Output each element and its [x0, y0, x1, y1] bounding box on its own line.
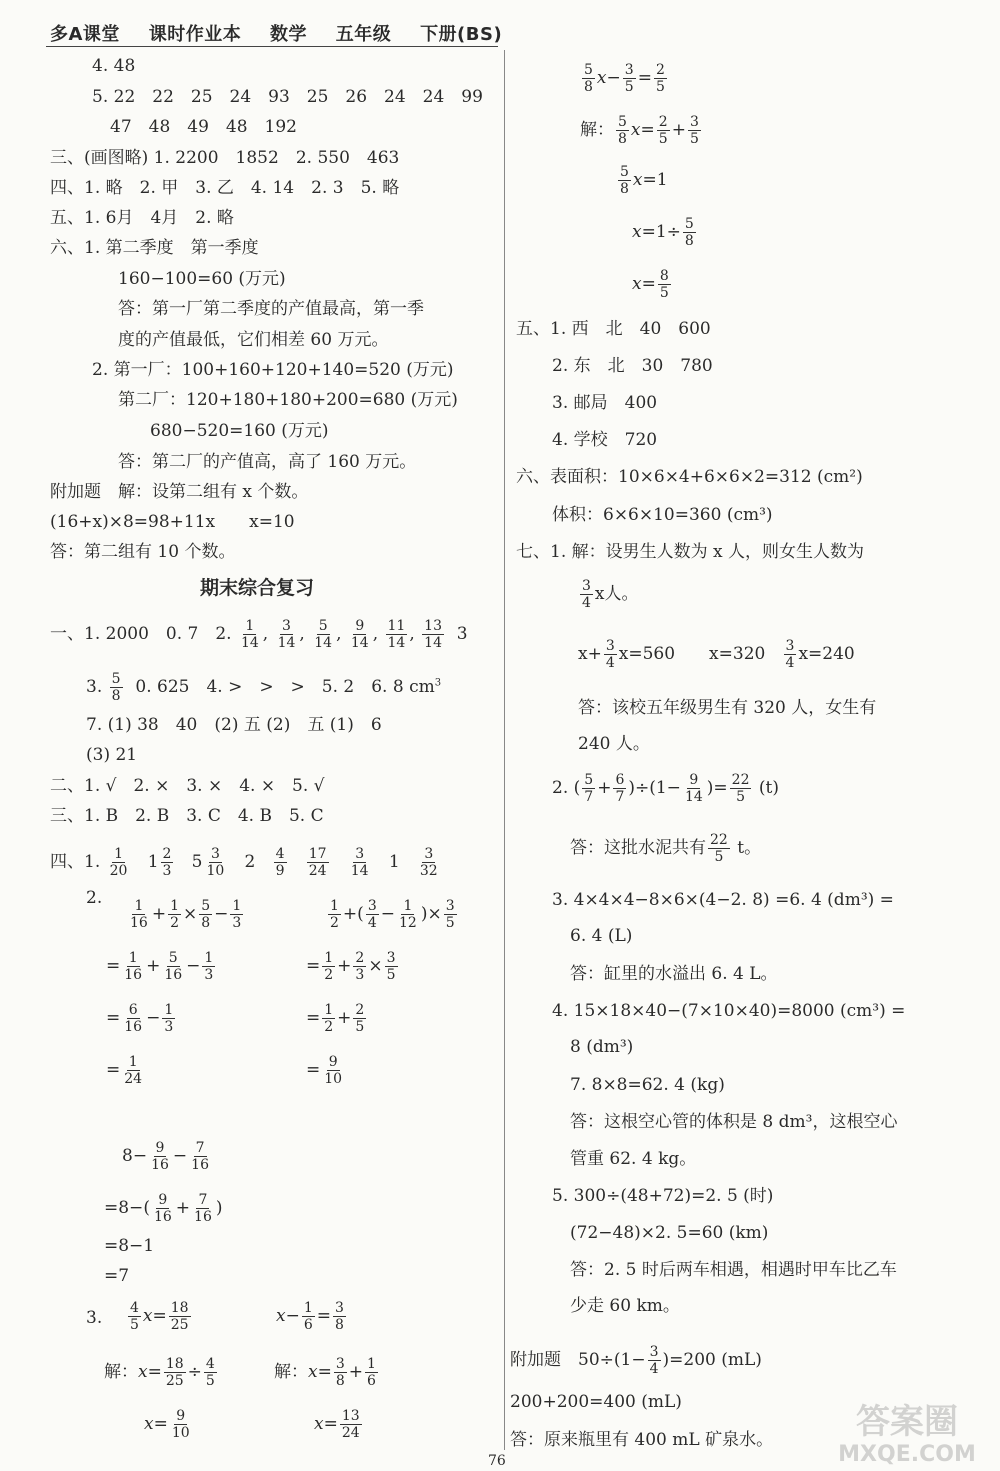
equation: =8−1 [104, 1236, 155, 1256]
answer-line: 4. 学校 720 [552, 430, 658, 450]
answer-line: 47 48 49 48 192 [110, 117, 297, 137]
answer-line: 少走 60 km。 [570, 1296, 680, 1316]
answer-line: 答：第一厂第二季度的产值最高，第一季 [118, 299, 424, 319]
equation: x= $\frac{9}{10}$ [144, 1408, 190, 1441]
equation: = $\frac{9}{10}$ [306, 1054, 343, 1087]
answer-line: 二、1. √ 2. × 3. × 4. × 5. √ [50, 776, 325, 796]
equation: =8−( $\frac{9}{16}$ + $\frac{7}{16}$ ) [104, 1192, 223, 1225]
equation: 解：x= $\frac{18}{25}$ ÷ $\frac{4}{5}$ [104, 1356, 215, 1389]
answer-line: 7. 8×8=62. 4 (kg) [570, 1075, 725, 1095]
answer-line: 四、1. 略 2. 甲 3. 乙 4. 14 2. 3 5. 略 [50, 178, 400, 198]
answer-line: 3. 4×4×4−8×6×(4−2. 8) =6. 4 (dm³) = [552, 890, 894, 910]
answer-line: 3. 邮局 400 [552, 393, 658, 413]
answer-line: 答：这根空心管的体积是 8 dm³，这根空心 [570, 1112, 898, 1132]
answer-line: $\frac{3}{4}$ x人。 [582, 578, 639, 611]
answer-line: 240 人。 [578, 734, 650, 754]
answer-line: 3. [86, 1308, 103, 1328]
equation: x− $\frac{1}{6}$ = $\frac{3}{8}$ [276, 1300, 344, 1333]
answer-line: 附加题 解：设第二组有 x 个数。 [50, 482, 309, 502]
answer-line: 答：这批水泥共有 $\frac{22}{5}$ t。 [570, 832, 762, 865]
answer-line: 三、(画图略) 1. 2200 1852 2. 550 463 [50, 148, 400, 168]
equation: 解： $\frac{5}{8}$ x= $\frac{2}{5}$ + $\frac{3}{5}$ [580, 114, 699, 147]
equation: x= $\frac{13}{24}$ [314, 1408, 360, 1441]
answer-line: 七、1. 解：设男生人数为 x 人，则女生人数为 [516, 542, 865, 562]
volume: 下册(BS) [420, 24, 503, 45]
answer-line: 附加题 50÷(1− $\frac{3}{4}$ )=200 (mL) [510, 1344, 762, 1377]
answer-line: 5. 300÷(48+72)=2. 5 (时) [552, 1186, 774, 1206]
equation: 解：x= $\frac{3}{8}$ + $\frac{1}{6}$ [274, 1356, 376, 1389]
answer-line: 答：原来瓶里有 400 mL 矿泉水。 [510, 1430, 774, 1450]
answer-line: 四、1. $\frac{1}{20}$ 1 $\frac{2}{3}$ 5 $\frac{3}{10}$ 2 $\frac{4}{9}$ $\frac{17}{24}$ $\frac{3}{14}$ 1 $\frac{3}{32}$ [50, 846, 438, 879]
answer-line: 680−520=160 (万元) [150, 421, 329, 441]
answer-line: 2. 东 北 30 780 [552, 356, 713, 376]
equation: = $\frac{1}{2}$ + $\frac{2}{5}$ [306, 1002, 365, 1035]
answer-line: 六、表面积：10×6×4+6×6×2=312 (cm²) [516, 467, 863, 487]
equation: x= $\frac{8}{5}$ [632, 268, 669, 301]
answer-line: 一、1. 2000 0. 7 2. $\frac{1}{14}$ , $\frac{3}{14}$ , $\frac{5}{14}$ , $\frac{9}{14}$ , $\frac{11}{14}$ , $\frac{13}{14}$ 3 [50, 618, 468, 651]
answer-line: 5. 22 22 25 24 93 25 26 24 24 99 [92, 87, 483, 107]
watermark-top: 答案圈 [856, 1402, 958, 1442]
answer-line: 答：2. 5 时后两车相遇，相遇时甲车比乙车 [570, 1260, 897, 1280]
answer-line: 4. 48 [92, 56, 136, 76]
answer-line: 体积：6×6×10=360 (cm³) [552, 505, 773, 525]
answer-line: 答：第二厂的产值高，高了 160 万元。 [118, 452, 417, 472]
equation: $\frac{1}{2}$ +( $\frac{3}{4}$ − $\frac{1}{12}$ )× $\frac{3}{5}$ [330, 898, 455, 931]
equation: x=1÷ $\frac{5}{8}$ [632, 216, 694, 249]
answer-line: (72−48)×2. 5=60 (km) [570, 1223, 769, 1243]
answer-line: x+ $\frac{3}{4}$ x=560 x=320 $\frac{3}{4}$ x=240 [578, 638, 855, 671]
equation: $\frac{1}{16}$ + $\frac{1}{2}$ × $\frac{5}{8}$ − $\frac{1}{3}$ [130, 898, 242, 931]
watermark-bottom: MXQE.COM [838, 1442, 976, 1467]
answer-line: 7. (1) 38 40 (2) 五 (2) 五 (1) 6 [86, 715, 382, 735]
page-header [50, 20, 524, 46]
answer-line: 答：该校五年级男生有 320 人，女生有 [578, 698, 877, 718]
equation: = $\frac{1}{2}$ + $\frac{2}{3}$ × $\frac{3}{5}$ [306, 950, 396, 983]
answer-line: 2. 第一厂：100+160+120+140=520 (万元) [92, 360, 454, 380]
equation: $\frac{4}{5}$ x= $\frac{18}{25}$ [130, 1300, 189, 1333]
answer-line: 3. $\frac{5}{8}$ 0. 625 4. > > > 5. 2 6. 8 $cm^3$ [86, 671, 442, 704]
answer-line: 管重 62. 4 kg。 [570, 1149, 697, 1169]
watermark-logo [828, 1395, 986, 1467]
answer-line: 8 (dm³) [570, 1037, 634, 1057]
answer-line: 4. 15×18×40−(7×10×40)=8000 (cm³) = [552, 1001, 906, 1021]
answer-line: 答：缸里的水溢出 6. 4 L。 [570, 964, 778, 984]
answer-line: 160−100=60 (万元) [118, 269, 286, 289]
equation: $\frac{5}{8}$ x=1 [620, 164, 668, 197]
page-number: 76 [488, 1453, 506, 1469]
book-name: 课时作业本 [148, 24, 242, 45]
brand: 多A课堂 [50, 24, 120, 45]
equation: = $\frac{1}{16}$ + $\frac{5}{16}$ − $\frac{1}{3}$ [106, 950, 214, 983]
column-divider [504, 50, 505, 1450]
answer-line: 三、1. B 2. B 3. C 4. B 5. C [50, 806, 324, 826]
answer-line: 2. ( $\frac{5}{7}$ + $\frac{6}{7}$ )÷(1− $\frac{9}{14}$ )= $\frac{22}{5}$ (t) [552, 772, 779, 805]
answer-line: 答：第二组有 10 个数。 [50, 542, 236, 562]
equation: $\frac{5}{8}$ x− $\frac{3}{5}$ = $\frac{2}{5}$ [584, 62, 665, 95]
answer-line: 六、1. 第二季度 第一季度 [50, 238, 259, 258]
answer-line: 第二厂：120+180+180+200=680 (万元) [118, 390, 458, 410]
equation: 8− $\frac{9}{16}$ − $\frac{7}{16}$ [122, 1140, 209, 1173]
answer-line: (3) 21 [86, 745, 138, 765]
section-title: 期末综合复习 [200, 577, 315, 599]
equation: = $\frac{6}{16}$ − $\frac{1}{3}$ [106, 1002, 174, 1035]
subject: 数学 [270, 24, 307, 45]
answer-line: 2. [86, 888, 103, 908]
answer-line: (16+x)×8=98+11x x=10 [50, 512, 295, 532]
header-rule [46, 46, 498, 47]
equation: =7 [104, 1266, 130, 1286]
answer-line: 五、1. 6月 4月 2. 略 [50, 208, 234, 228]
answer-line: 度的产值最低，它们相差 60 万元。 [118, 330, 389, 350]
answer-line: 200+200=400 (mL) [510, 1392, 682, 1412]
answer-line: 6. 4 (L) [570, 926, 633, 946]
answer-line: 五、1. 西 北 40 600 [516, 319, 711, 339]
equation: = $\frac{1}{24}$ [106, 1054, 143, 1087]
grade: 五年级 [335, 24, 392, 45]
